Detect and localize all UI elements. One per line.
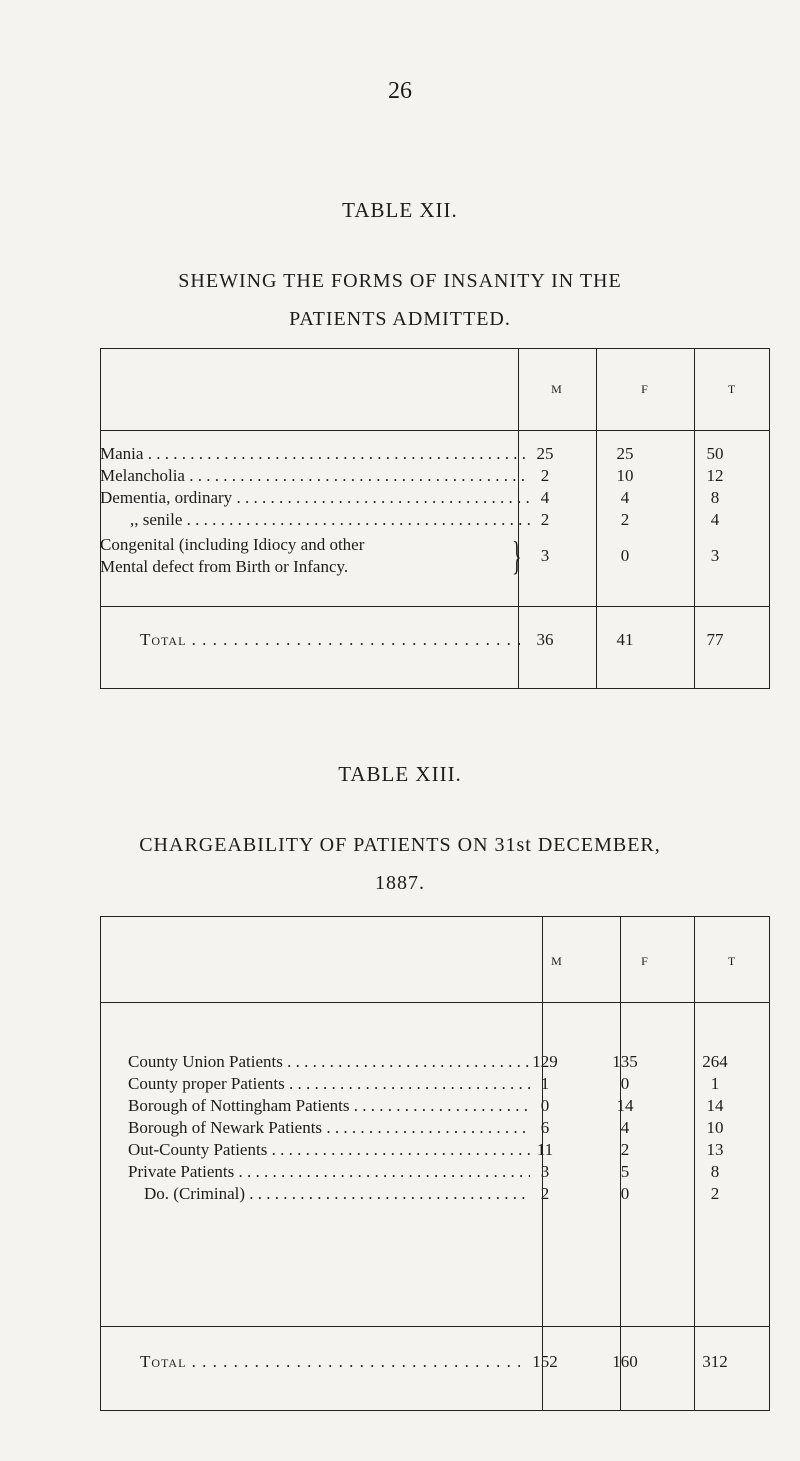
table-row	[100, 1184, 770, 1206]
table-xii-col-m: M	[551, 382, 563, 396]
cell-m: 0	[540, 1096, 550, 1115]
table-xii-total-row	[100, 630, 770, 652]
cell-f: 0	[620, 1074, 630, 1093]
row-label: ,, senile . . .	[100, 510, 530, 530]
cell-t: 77	[706, 630, 724, 649]
cell-t: 2	[710, 1184, 720, 1203]
row-label: County proper Patients . . .	[100, 1074, 530, 1094]
table-xiii-total-row	[100, 1352, 770, 1374]
cell-f: 4	[620, 488, 630, 507]
table-xii-col-f: F	[641, 382, 649, 396]
cell-f: 5	[620, 1162, 630, 1181]
table-xiii-subtitle	[0, 826, 800, 902]
row-label: Mania . . .	[100, 444, 530, 464]
cell-f: 160	[612, 1352, 638, 1371]
table-xiii-top-rule	[100, 916, 770, 917]
brace-icon: }	[512, 533, 522, 578]
cell-m: 2	[540, 510, 550, 529]
table-xii-title: TABLE XII.	[342, 198, 458, 222]
cell-f: 10	[616, 466, 634, 485]
cell-f: 25	[616, 444, 634, 463]
table-xii-subtitle-line2: PATIENTS ADMITTED.	[289, 308, 511, 330]
cell-m: 11	[536, 1140, 554, 1159]
table-xiii-subtitle-line1: CHARGEABILITY OF PATIENTS ON 31st DECEMBER,	[139, 834, 661, 856]
table-xii-subtitle-line1: SHEWING THE FORMS OF INSANITY IN THE	[178, 270, 622, 292]
row-label: Do. (Criminal) . . .	[100, 1184, 530, 1204]
cell-f: 2	[620, 510, 630, 529]
row-label: Melancholia . . .	[100, 466, 530, 486]
table-xiii-title: TABLE XIII.	[338, 762, 462, 786]
cell-f: 41	[616, 630, 634, 649]
cell-t: 12	[706, 466, 724, 485]
table-xii	[100, 348, 770, 688]
cell-t: 14	[706, 1096, 724, 1115]
cell-t: 13	[706, 1140, 724, 1159]
table-xii-col-t: T	[727, 382, 737, 396]
total-label: Total . . .	[140, 630, 520, 650]
congenital-line2: Mental defect from Birth or Infancy.	[100, 557, 349, 576]
table-xiii-bottom-rule	[100, 1410, 770, 1411]
table-row	[100, 444, 770, 466]
row-label: County Union Patients . . .	[100, 1052, 530, 1072]
congenital-label	[100, 534, 520, 578]
row-label: Out-County Patients . . .	[100, 1140, 530, 1160]
cell-f: 135	[612, 1052, 638, 1071]
table-xiii-col-m: M	[551, 954, 563, 968]
cell-m: 3	[540, 1162, 550, 1181]
cell-f: 14	[616, 1096, 634, 1115]
table-xiii-subtitle-line2: 1887.	[375, 872, 425, 894]
cell-t: 50	[706, 444, 724, 463]
row-label: Private Patients . . .	[100, 1162, 530, 1182]
cell-m: 25	[536, 444, 554, 463]
congenital-line1: Congenital (including Idiocy and other	[100, 535, 365, 554]
cell-t: 8	[710, 1162, 720, 1181]
table-xiii-total-rule	[100, 1326, 770, 1327]
cell-m: 4	[540, 488, 550, 507]
table-xiii-col-f: F	[641, 954, 649, 968]
cell-f: 2	[620, 1140, 630, 1159]
table-row	[100, 488, 770, 510]
table-row	[100, 510, 770, 532]
cell-t: 10	[706, 1118, 724, 1137]
row-label: Dementia, ordinary . . .	[100, 488, 530, 508]
cell-t: 8	[710, 488, 720, 507]
table-xii-total-rule	[100, 606, 770, 607]
cell-t: 1	[710, 1074, 720, 1093]
table-row	[100, 466, 770, 488]
cell-m: 152	[532, 1352, 558, 1371]
total-label: Total . . .	[140, 1352, 520, 1372]
cell-f: 0	[620, 546, 630, 565]
cell-m: 6	[540, 1118, 550, 1137]
cell-f: 0	[620, 1184, 630, 1203]
table-row	[100, 1074, 770, 1096]
row-label: Borough of Nottingham Patients . . .	[100, 1096, 530, 1116]
table-xiii-header-rule	[100, 1002, 770, 1003]
table-row	[100, 1140, 770, 1162]
cell-t: 264	[702, 1052, 728, 1071]
page-number: 26	[388, 78, 412, 104]
table-row	[100, 1096, 770, 1118]
table-xiii-col-t: T	[727, 954, 737, 968]
table-row-congenital	[100, 534, 770, 580]
cell-m: 1	[540, 1074, 550, 1093]
table-xii-header-rule	[100, 430, 770, 431]
table-row	[100, 1162, 770, 1184]
row-label: Borough of Newark Patients . . .	[100, 1118, 530, 1138]
cell-m: 2	[540, 466, 550, 485]
cell-t: 4	[710, 510, 720, 529]
cell-t: 312	[702, 1352, 728, 1371]
cell-f: 4	[620, 1118, 630, 1137]
cell-m: 3	[540, 546, 550, 565]
cell-m: 2	[540, 1184, 550, 1203]
table-row	[100, 1118, 770, 1140]
table-xiii	[100, 916, 770, 1410]
table-row	[100, 1052, 770, 1074]
table-xii-subtitle	[0, 262, 800, 338]
cell-t: 3	[710, 546, 720, 565]
cell-m: 36	[536, 630, 554, 649]
table-xii-top-rule	[100, 348, 770, 349]
cell-m: 129	[532, 1052, 558, 1071]
table-xii-bottom-rule	[100, 688, 770, 689]
